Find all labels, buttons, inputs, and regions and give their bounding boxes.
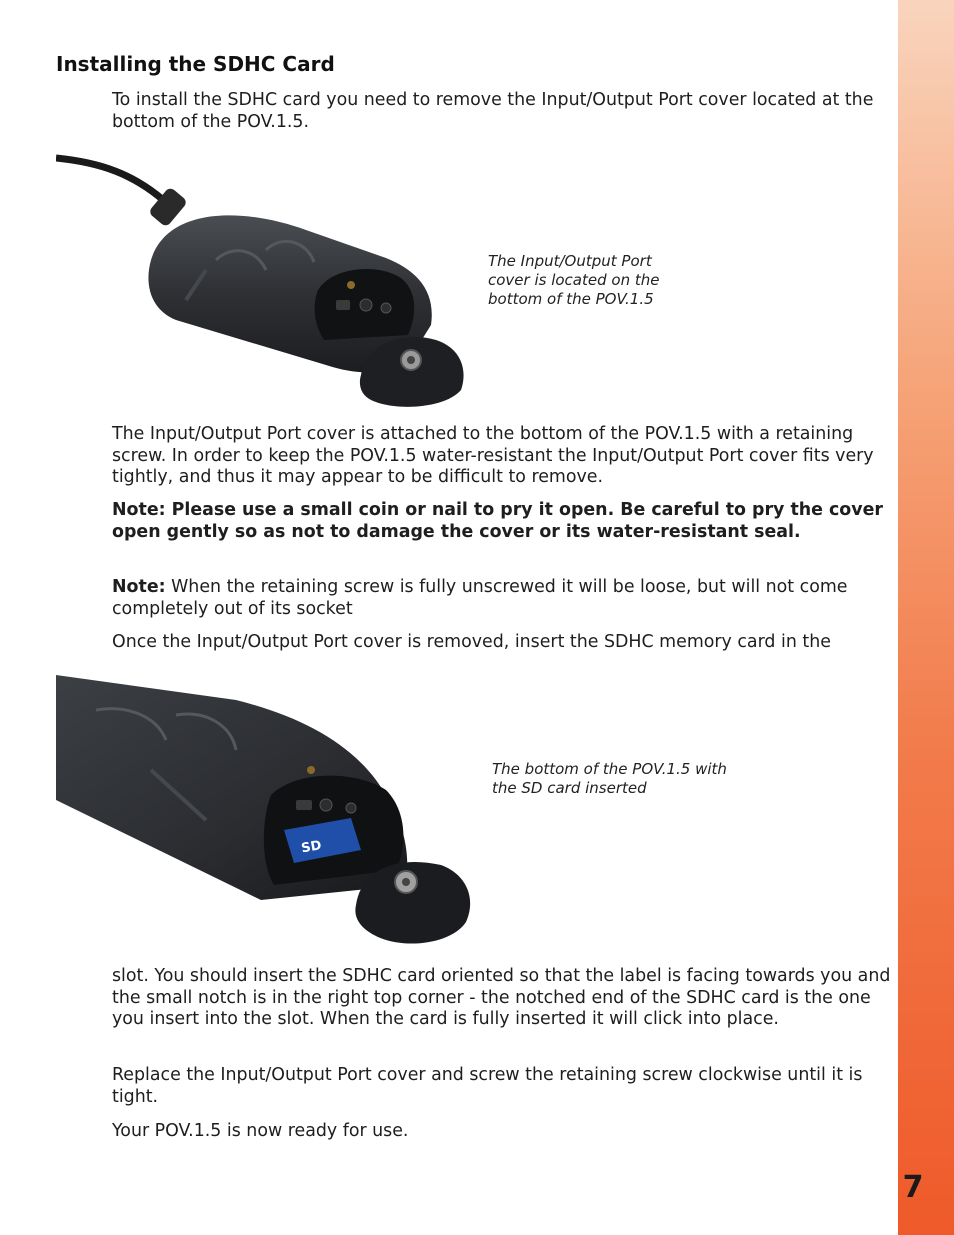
note-text: When the retaining screw is fully unscrewed it will be loose, but will not come completely out of its socket xyxy=(112,577,848,619)
device-photo-card-inserted xyxy=(56,670,481,960)
page-number: 7 xyxy=(902,1170,924,1205)
paragraph-replace: Replace the Input/Output Port cover and screw the retaining screw clockwise until it is tight. xyxy=(112,1065,863,1107)
note-bold-paragraph: Note: Please use a small coin or nail to pry it open. Be careful to pry the cover open gently so as not to damage the cover or its water-resistant seal. xyxy=(112,500,883,542)
paragraph-slot: slot. You should insert the SDHC card oriented so that the label is facing towards you and the small notch is in the right top corner - the notched end of the SDHC card is the one you insert into the slot. When the card is fully inserted it will click into place. xyxy=(112,966,891,1030)
device-with-card-illustration xyxy=(56,670,481,960)
device-photo-cover-removed xyxy=(56,150,481,418)
paragraph-attached: The Input/Output Port cover is attached to the bottom of the POV.1.5 with a retaining screw. In order to keep the POV.1.5 water-resistant the Input/Output Port cover fits very tightly, and thus it may appear to be difficult to remove. xyxy=(112,424,874,488)
figure2-caption: The bottom of the POV.1.5 with the SD card inserted xyxy=(492,760,727,797)
section-heading: Installing the SDHC Card xyxy=(56,52,335,76)
page-accent-bar xyxy=(898,0,954,1235)
note-paragraph xyxy=(112,577,892,620)
sd-card-label: SD xyxy=(300,838,323,857)
paragraph-once: Once the Input/Output Port cover is removed, insert the SDHC memory card in the xyxy=(112,632,831,652)
device-illustration xyxy=(56,150,481,418)
note-label: Note: xyxy=(112,577,166,597)
figure1-caption: The Input/Output Port cover is located on the bottom of the POV.1.5 xyxy=(488,252,660,308)
paragraph-ready: Your POV.1.5 is now ready for use. xyxy=(112,1121,409,1141)
intro-paragraph: To install the SDHC card you need to remove the Input/Output Port cover located at the bottom of the POV.1.5. xyxy=(112,90,874,132)
